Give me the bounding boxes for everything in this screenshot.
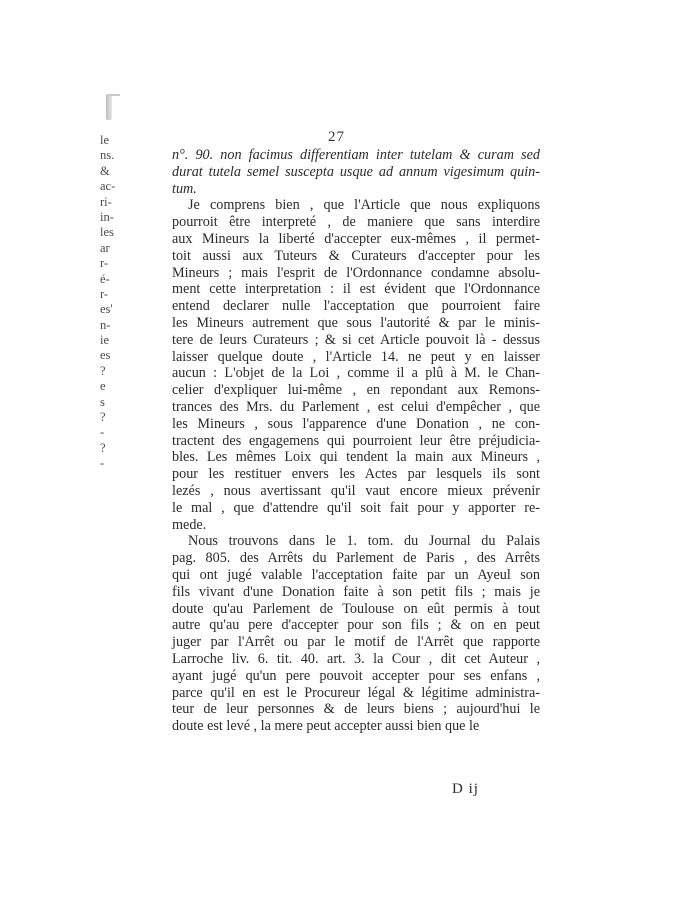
text-line: tum. <box>172 180 197 197</box>
text-line: teur de leur personnes & de leurs biens ; aujourd'hui le <box>172 701 540 718</box>
text-line: entend declarer nulle l'acceptation que pourroient faire <box>172 298 540 315</box>
gutter-fragment: le <box>100 133 110 147</box>
binding-mark <box>106 94 112 120</box>
text-line: toit aussi aux Tuteurs & Curateurs d'accepter pour les <box>172 247 540 264</box>
gutter-fragment: - <box>100 456 105 471</box>
text-line: celier d'expliquer lui-même , en repondant aux Remons- <box>172 382 540 399</box>
text-line: trances des Mrs. du Parlement , est celui d'empêcher , que <box>172 398 540 415</box>
text-line: autre qu'au pere d'accepter pour son fils ; & on en peut <box>172 617 540 634</box>
text-line: pourroit être interpreté , de maniere que sans interdire <box>172 214 540 231</box>
text-line: durat tutela semel suscepta usque ad annum vigesimum quin- <box>172 163 540 180</box>
gutter-fragment: ns. <box>100 148 115 163</box>
text-line: Nous trouvons dans le 1. tom. du Journal du Palais <box>188 533 540 550</box>
text-line: fils vivant d'une Donation faite à son petit fils ; mais je <box>172 583 540 600</box>
text-line: parce qu'il en est le Procureur légal & légitime administra- <box>172 684 540 701</box>
text-line: tere de leurs Curateurs ; & si cet Article pouvoit là - dessus <box>172 331 540 348</box>
text-line: qui ont jugé valable l'acceptation faite par un Ayeul son <box>172 566 540 583</box>
gutter-fragment: es' <box>100 302 113 317</box>
gutter-fragment: n- <box>100 317 111 332</box>
text-line: aux Mineurs la liberté d'accepter eux-mêmes , il permet- <box>172 230 540 247</box>
gutter-fragment: les <box>100 225 114 240</box>
text-line: doute est levé , la mere peut accepter aussi bien que le <box>172 718 480 735</box>
text-line: tractent des engagemens qui pourroient leur être préjudicia- <box>172 432 540 449</box>
gutter-fragment: s <box>100 394 105 409</box>
text-line: ment cette interpretation : il est évident que l'Ordonnance <box>172 281 540 298</box>
text-line: Je comprens bien , que l'Article que nous expliquons <box>188 197 540 214</box>
text-line: bles. Les mêmes Loix qui tendent la main aux Mineurs , <box>172 449 540 466</box>
page-number: 27 <box>328 129 345 145</box>
gutter-fragment: e <box>100 379 106 394</box>
body-text <box>172 147 540 735</box>
text-line: aucun : L'objet de la Loi , comme il a plû à M. le Chan- <box>172 365 540 382</box>
text-line: pag. 805. des Arrêts du Parlement de Paris , des Arrêts <box>172 550 540 567</box>
text-line: les Mineurs , sous l'apparence d'une Donation , ne con- <box>172 415 540 432</box>
gutter-fragment: ie <box>100 333 110 348</box>
facing-page-gutter <box>100 133 140 472</box>
text-line: les Mineurs autrement que sous l'autorité & par le minis- <box>172 314 540 331</box>
gutter-fragment: r- <box>100 286 109 301</box>
text-line: doute qu'au Parlement de Toulouse on eût permis à tout <box>172 600 540 617</box>
text-line: juger par l'Arrêt ou par le motif de l'Arrêt que rapporte <box>172 634 540 651</box>
text-line: lezés , nous avertissant qu'il vaut encore mieux prévenir <box>172 482 540 499</box>
gutter-fragment: es <box>100 348 111 363</box>
text-line: pour les restituer envers les Actes par lesquels ils sont <box>172 466 540 483</box>
text-line: mede. <box>172 516 207 533</box>
gutter-fragment: in- <box>100 209 114 224</box>
gutter-fragment: ? <box>100 440 106 455</box>
signature-mark: D ij <box>452 781 479 797</box>
gutter-fragment: ri- <box>100 194 112 209</box>
gutter-fragment: é- <box>100 271 110 286</box>
text-line: le mal , que d'attendre qu'il soit fait pour y apporter re- <box>172 499 540 516</box>
text-line: Mineurs ; mais l'esprit de l'Ordonnance condamne absolu- <box>172 264 540 281</box>
text-line: laisser quelque doute , l'Article 14. ne peut y en laisser <box>172 348 540 365</box>
gutter-fragment: ? <box>100 363 106 378</box>
gutter-fragment: ? <box>100 410 106 425</box>
text-line: n°. 90. non facimus differentiam inter tutelam & curam sed <box>172 147 540 163</box>
gutter-fragment: r- <box>100 256 109 271</box>
gutter-fragment: ac- <box>100 179 116 194</box>
text-line: Larroche liv. 6. tit. 40. art. 3. la Cour , dit cet Auteur , <box>172 650 540 667</box>
gutter-fragment: & <box>100 163 110 178</box>
text-line: ayant jugé qu'un pere pouvoit accepter pour ses enfans , <box>172 667 540 684</box>
gutter-fragment: ar <box>100 240 110 255</box>
gutter-fragment: - <box>100 425 105 440</box>
